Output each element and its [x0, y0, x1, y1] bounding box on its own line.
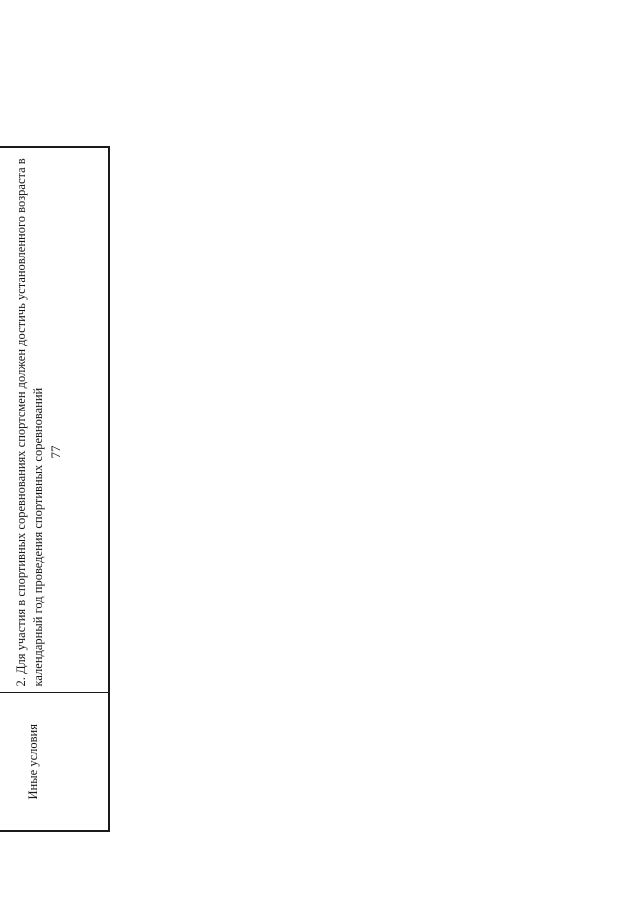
requirements-table-wrapper — [0, 148, 98, 832]
page-number: 77 — [48, 445, 63, 459]
other-conditions-label: Иные условия — [0, 693, 109, 831]
other-conditions-text — [0, 147, 109, 693]
table-row-other-conditions — [0, 147, 109, 831]
requirements-table — [0, 146, 110, 832]
other-condition-item: 2. Для участия в спортивных соревнованиях спортсмен должен достичь установленного возраста в календарный год проведения спортивных соревнований — [14, 158, 45, 687]
